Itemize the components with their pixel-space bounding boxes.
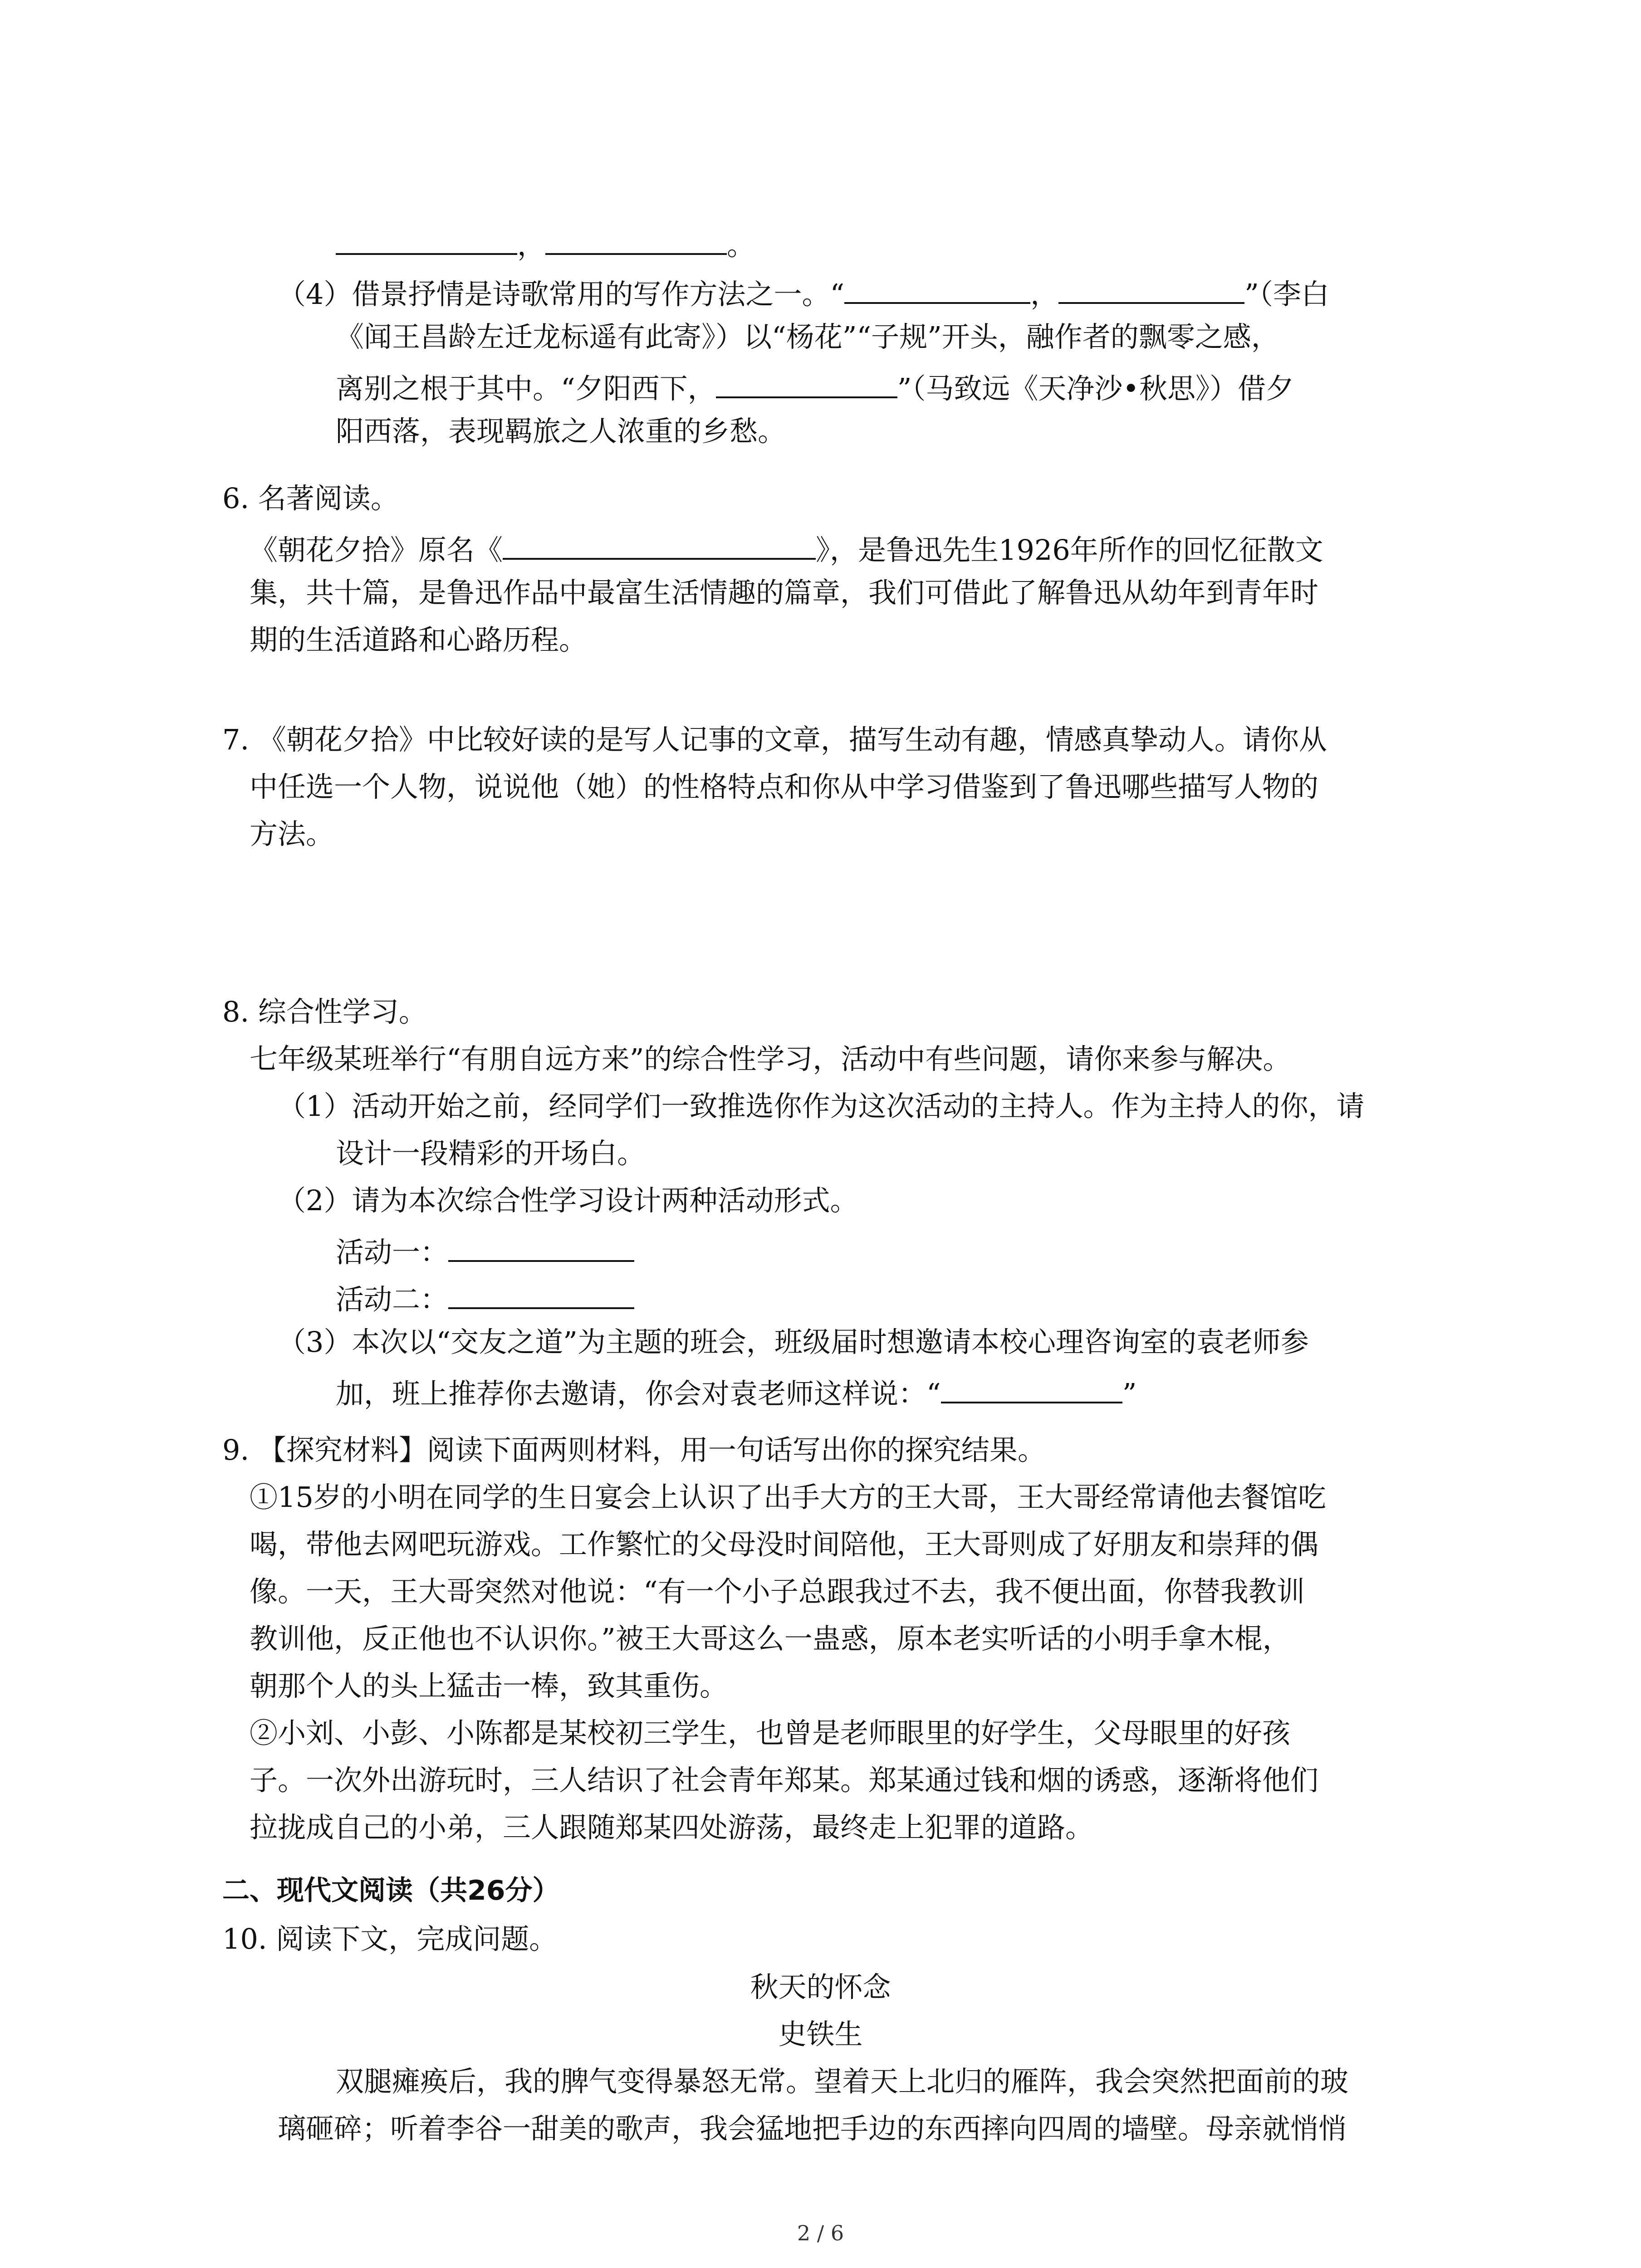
q9-material1-line: 朝那个人的头上猛击一棒，致其重伤。 <box>250 1669 728 1702</box>
q6-line3: 期的生活道路和心路历程。 <box>250 623 588 656</box>
answer-blank[interactable] <box>844 276 1030 304</box>
q8-p1-line1: （1）活动开始之前，经同学们一致推选你作为这次活动的主持人。作为主持人的你，请 <box>278 1090 1365 1123</box>
answer-blank[interactable] <box>336 227 517 255</box>
answer-blank[interactable] <box>448 1281 634 1309</box>
q8-p1-line2: 设计一段精彩的开场白。 <box>336 1137 646 1170</box>
q7-line2: 中任选一个人物，说说他（她）的性格特点和你从中学习借鉴到了鲁迅哪些描写人物的 <box>250 770 1319 803</box>
q5-p4-line3: 离别之根于其中。“夕阳西下， ”（马致远《天净沙•秋思》）借夕 <box>336 370 1294 403</box>
article-title: 秋天的怀念 <box>750 1970 891 2004</box>
q9-material2-line: ②小刘、小彭、小陈都是某校初三学生，也曾是老师眼里的好学生，父母眼里的好孩 <box>250 1716 1291 1750</box>
article-author: 史铁生 <box>778 2018 863 2051</box>
q8-activity2: 活动二： <box>336 1281 634 1314</box>
period: 。 <box>727 229 755 262</box>
q6-line2: 集，共十篇，是鲁迅作品中最富生活情趣的篇章，我们可借此了解鲁迅从幼年到青年时 <box>250 576 1319 609</box>
q6-line1: 《朝花夕拾》原名《 》，是鲁迅先生1926年所作的回忆征散文 <box>250 532 1323 564</box>
q5-p4-line4: 阳西落，表现羁旅之人浓重的乡愁。 <box>336 415 786 448</box>
answer-blank[interactable] <box>941 1375 1122 1403</box>
answer-blank[interactable] <box>503 532 816 560</box>
q5-p4-line1: （4）借景抒情是诗歌常用的写作方法之一。“ ， ”（李白 <box>278 276 1329 308</box>
q9-material1-line: 喝，带他去网吧玩游戏。工作繁忙的父母没时间陪他，王大哥则成了好朋友和崇拜的偶 <box>250 1528 1319 1561</box>
q9-material2-line: 子。一次外出游玩时，三人结识了社会青年郑某。郑某通过钱和烟的诱惑，逐渐将他们 <box>250 1764 1319 1797</box>
q8-p3-line1: （3）本次以“交友之道”为主题的班会，班级届时想邀请本校心理咨询室的袁老师参 <box>278 1325 1309 1359</box>
q8-title: 8. 综合性学习。 <box>222 995 427 1028</box>
article-paragraph-line: 璃砸碎；听着李谷一甜美的歌声，我会猛地把手边的东西摔向四周的墙壁。母亲就悄悄 <box>278 2112 1347 2145</box>
section-heading: 二、现代文阅读（共26分） <box>222 1875 560 1906</box>
q10-title: 10. 阅读下文，完成问题。 <box>222 1922 558 1955</box>
q5-top-line <box>336 227 755 262</box>
answer-blank[interactable] <box>545 227 727 255</box>
q8-p3-line2: 加，班上推荐你去邀请，你会对袁老师这样说：“ ” <box>336 1375 1136 1408</box>
q8-intro: 七年级某班举行“有朋自远方来”的综合性学习，活动中有些问题，请你来参与解决。 <box>250 1042 1291 1075</box>
q5-p4-line2: 《闻王昌龄左迁龙标遥有此寄》）以“杨花”“子规”开头，融作者的飘零之感， <box>336 320 1279 353</box>
q6-title: 6. 名著阅读。 <box>222 482 399 515</box>
q8-p2: （2）请为本次综合性学习设计两种活动形式。 <box>278 1184 858 1217</box>
comma: ， <box>517 229 546 262</box>
q9-material1-line: 教训他，反正他也不认识你。”被王大哥这么一蛊惑，原本老实听话的小明手拿木棍， <box>250 1622 1291 1655</box>
article-paragraph-line: 双腿瘫痪后，我的脾气变得暴怒无常。望着天上北归的雁阵，我会突然把面前的玻 <box>336 2065 1349 2098</box>
answer-blank[interactable] <box>716 370 897 398</box>
q9-material1-line: 像。一天，王大哥突然对他说：“有一个小子总跟我过不去，我不便出面，你替我教训 <box>250 1575 1305 1608</box>
answer-blank[interactable] <box>1058 276 1244 304</box>
q8-activity1: 活动一： <box>336 1234 634 1266</box>
answer-blank[interactable] <box>448 1234 634 1262</box>
page-number: 2 / 6 <box>797 2221 844 2245</box>
q9-material1-line: ①15岁的小明在同学的生日宴会上认识了出手大方的王大哥，王大哥经常请他去餐馆吃 <box>250 1481 1326 1514</box>
q7-line3: 方法。 <box>250 817 334 850</box>
q7-line1: 7. 《朝花夕拾》中比较好读的是写人记事的文章，描写生动有趣，情感真挚动人。请你从 <box>222 723 1327 756</box>
q9-title: 9. 【探究材料】阅读下面两则材料，用一句话写出你的探究结果。 <box>222 1433 1046 1466</box>
q9-material2-line: 拉拢成自己的小弟，三人跟随郑某四处游荡，最终走上犯罪的道路。 <box>250 1811 1094 1844</box>
